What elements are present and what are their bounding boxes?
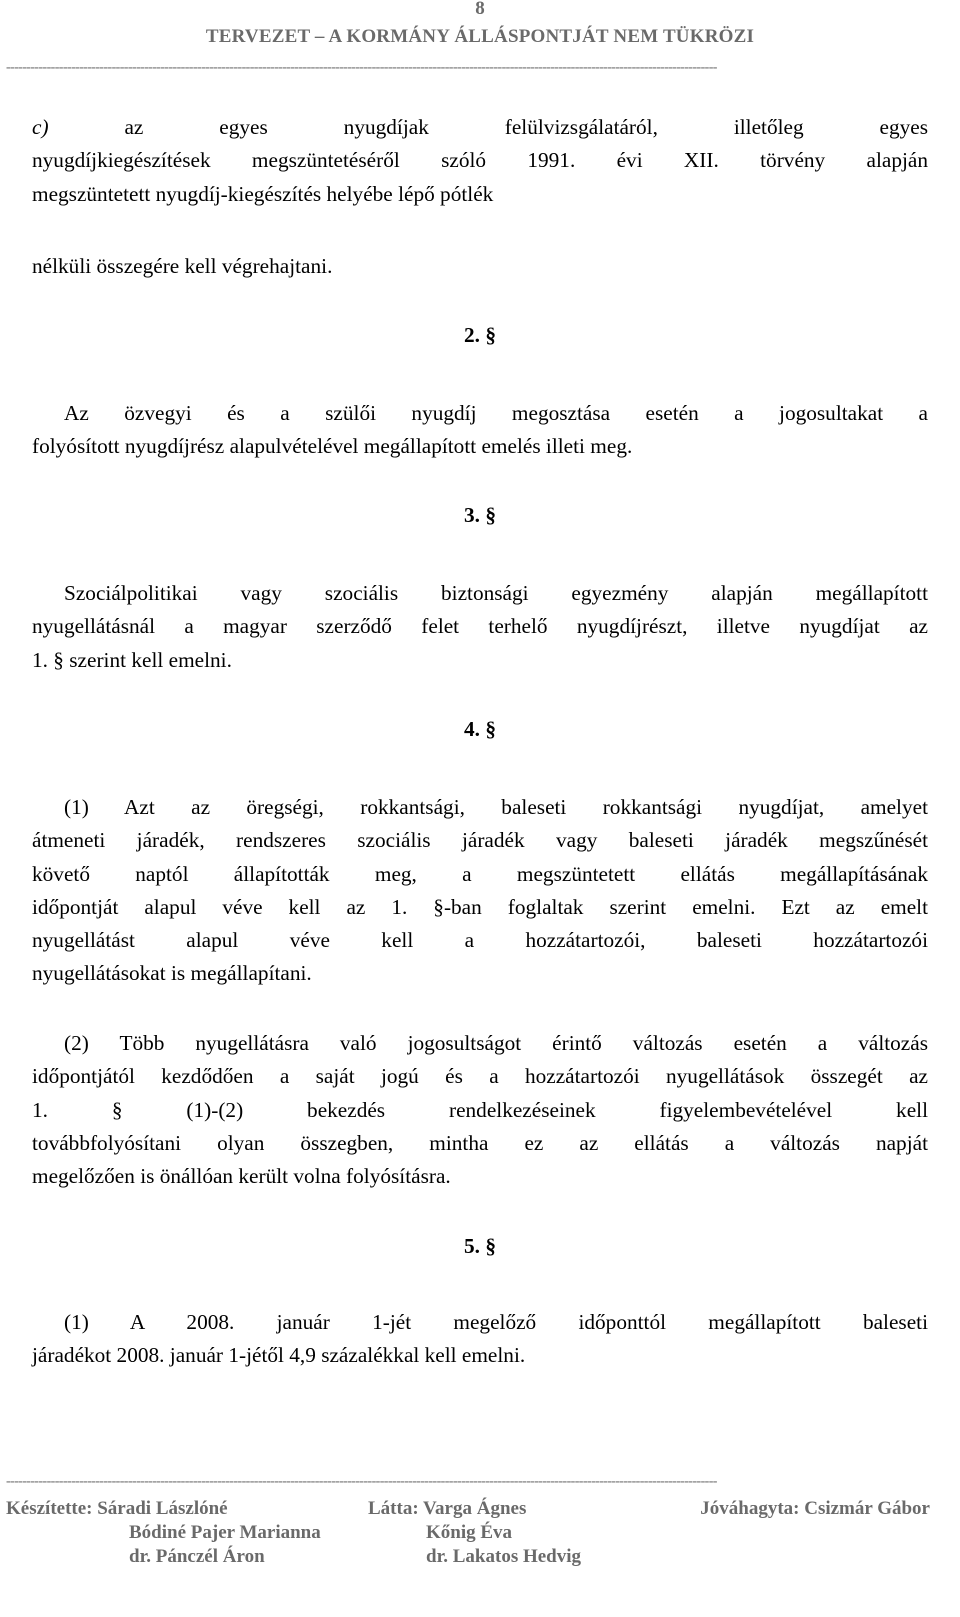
section-4-p1-line: átmeneti járadék, rendszeres szociális járadék vagy baleseti járadék megszűnését xyxy=(32,828,928,853)
section-4-p1-line: (1) Azt az öregségi, rokkantsági, baleseti rokkantsági nyugdíjat, amelyet xyxy=(64,795,928,819)
section-3-paragraph xyxy=(32,577,928,677)
draft-notice: TERVEZET – A KORMÁNY ÁLLÁSPONTJÁT NEM TÜKRÖZI xyxy=(205,26,755,47)
section-3-line-1: Szociálpolitikai vagy szociális biztonsági egyezmény alapján megállapított xyxy=(64,581,928,605)
footer-approved-by xyxy=(700,1497,930,1521)
section-4-p1-line: időpontját alapul véve kell az 1. §-ban foglaltak szerint emelni. Ezt az emelt xyxy=(32,894,928,919)
section-4-heading: 4. § xyxy=(464,717,496,741)
section-4-p2-line: időpontjától kezdődően a saját jogú és a hozzátartozói nyugellátások összegét az xyxy=(32,1064,928,1089)
section-2-line-1: Az özvegyi és a szülői nyugdíj megosztása esetén a jogosultakat a xyxy=(64,401,928,425)
item-c-line-3: megszüntetett nyugdíj-kiegészítés helyébe lépő pótlék xyxy=(32,181,494,206)
header-separator: ------------------------------------------------------------------------------------------------------------------------------------------------------------------------------- xyxy=(6,60,717,75)
section-4-p2-line: (2) Több nyugellátásra való jogosultságot érintő változás esetén a változás xyxy=(64,1031,928,1055)
section-3-line-3: 1. § szerint kell emelni. xyxy=(32,647,232,672)
section-5-heading: 5. § xyxy=(464,1234,496,1258)
footer-prepared-by xyxy=(6,1497,321,1569)
section-4-p2-line: továbbfolyósítani olyan összegben, mintha ez az ellátás a változás napját xyxy=(32,1130,928,1155)
footer-seen-by xyxy=(368,1497,581,1569)
section-4-p2-line: 1. § (1)-(2) bekezdés rendelkezéseinek figyelembevételével kell xyxy=(32,1097,928,1122)
prepared-by-line-2: Bódiné Pajer Marianna xyxy=(129,1522,321,1543)
item-c-end-text: nélküli összegére kell végrehajtani. xyxy=(32,254,333,278)
page-number: 8 xyxy=(475,0,485,19)
prepared-by-line-1: Készítette: Sáradi Lászlóné xyxy=(6,1498,228,1519)
section-5-paragraph-1 xyxy=(32,1306,928,1373)
section-4-paragraph-2 xyxy=(32,1027,928,1193)
section-2-paragraph xyxy=(32,397,928,464)
item-c-line-1 xyxy=(32,111,928,144)
seen-by-line-3: dr. Lakatos Hedvig xyxy=(426,1546,582,1567)
section-3-line-2: nyugellátásnál a magyar szerződő felet terhelő nyugdíjrészt, illetve nyugdíjat az xyxy=(32,614,928,639)
section-4-p1-line: nyugellátásokat is megállapítani. xyxy=(32,961,312,986)
section-2-line-2: folyósított nyugdíjrész alapulvételével megállapított emelés illeti meg. xyxy=(32,434,633,459)
seen-by-line-1: Látta: Varga Ágnes xyxy=(368,1498,527,1519)
footer-separator: ------------------------------------------------------------------------------------------------------------------------------------------------------------------------------- xyxy=(6,1474,717,1489)
section-4-p2-line: megelőzően is önállóan került volna folyósításra. xyxy=(32,1164,451,1189)
item-c-line-1-text: az egyes nyugdíjak felülvizsgálatáról, illetőleg egyes xyxy=(124,115,929,139)
section-4-p1-line: követő naptól állapították meg, a megszüntetett ellátás megállapításának xyxy=(32,861,928,886)
approved-by-line: Jóváhagyta: Csizmár Gábor xyxy=(700,1498,930,1519)
section-2-heading: 2. § xyxy=(464,323,496,347)
prepared-by-line-3: dr. Pánczél Áron xyxy=(129,1546,265,1567)
seen-by-line-2: Kőnig Éva xyxy=(426,1522,513,1543)
item-c-paragraph xyxy=(32,111,928,211)
item-c-end xyxy=(32,250,928,283)
section-5-p1-line: járadékot 2008. január 1-jétől 4,9 százalékkal kell emelni. xyxy=(32,1343,526,1368)
section-5-p1-line: (1) A 2008. január 1-jét megelőző időponttól megállapított baleseti xyxy=(64,1310,928,1334)
section-4-p1-line: nyugellátást alapul véve kell a hozzátartozói, baleseti hozzátartozói xyxy=(32,928,928,953)
item-c-line-2: nyugdíjkiegészítések megszüntetéséről szóló 1991. évi XII. törvény alapján xyxy=(32,148,928,173)
item-c-marker: c) xyxy=(32,115,49,139)
section-4-paragraph-1 xyxy=(32,791,928,991)
section-3-heading: 3. § xyxy=(464,503,496,527)
